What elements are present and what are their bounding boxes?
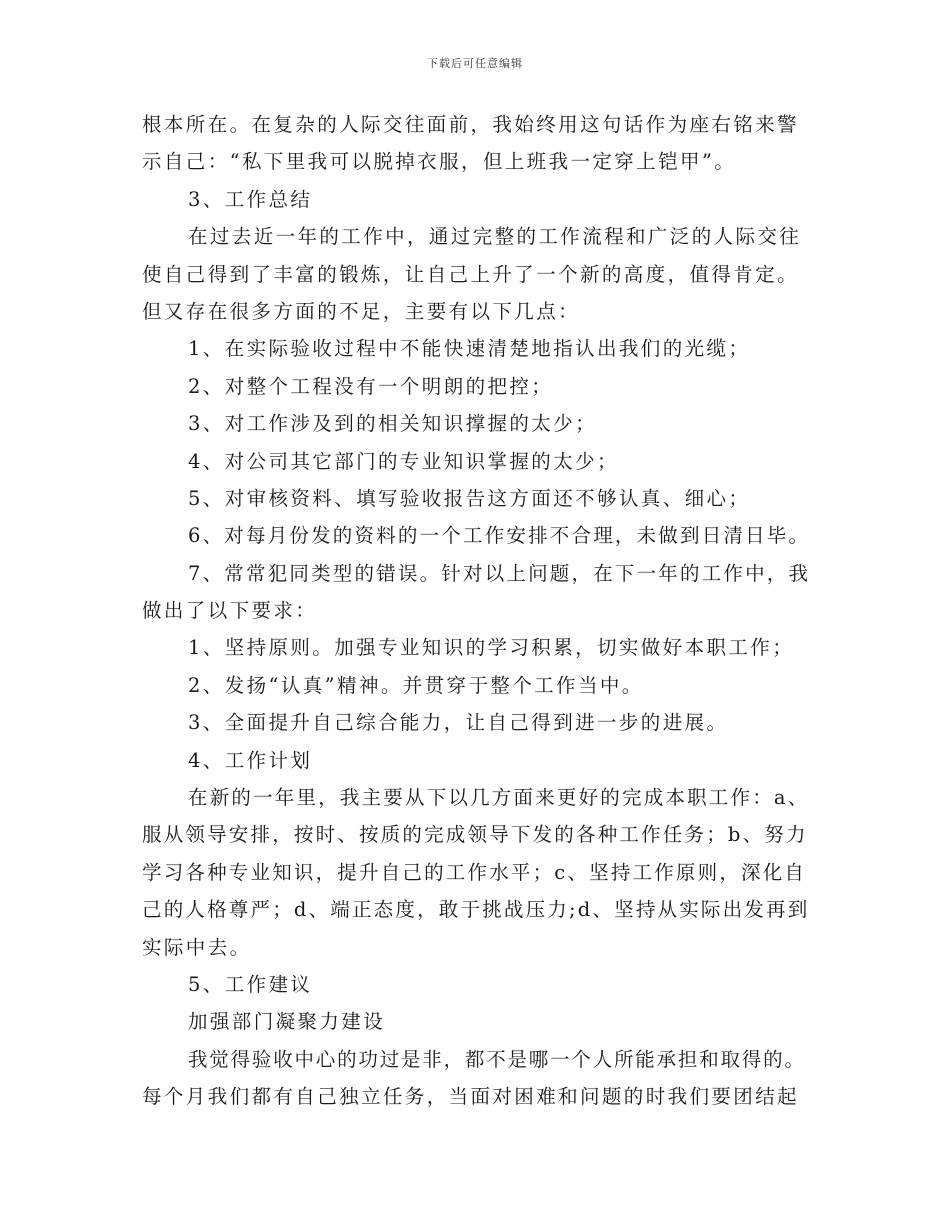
text-line: 3、工作总结 [188,187,313,211]
text-line: 2、发扬“认真”精神。并贯穿于整个工作当中。 [188,673,644,697]
text-line: 实际中去。 [142,935,252,959]
text-line: 在新的一年里，我主要从下以几方面来更好的完成本职工作：a、 [188,786,810,810]
text-line: 使自己得到了丰富的锻炼，让自己上升了一个新的高度，值得肯定。 [142,262,800,286]
text-line: 2、对整个工程没有一个明朗的把控； [188,374,554,398]
text-line: 做出了以下要求： [142,599,318,623]
text-line: 3、对工作涉及到的相关知识撑握的太少； [188,412,598,436]
text-line: 1、坚持原则。加强专业知识的学习积累，切实做好本职工作； [188,636,795,660]
text-line: 己的人格尊严；d、端正态度，敢于挑战压力;d、坚持从实际出发再到 [142,898,810,922]
text-line: 根本所在。在复杂的人际交往面前，我始终用这句话作为座右铭来警 [142,113,800,136]
text-line: 在过去近一年的工作中，通过完整的工作流程和广泛的人际交往 [188,225,802,249]
text-line: 我觉得验收中心的功过是非，都不是哪一个人所能承担和取得的。 [188,1047,806,1071]
text-line: 每个月我们都有自己独立任务，当面对困难和问题的时我们要团结起 [142,1085,800,1109]
text-line: 3、全面提升自己综合能力，让自己得到进一步的进展。 [188,711,729,735]
document-body [142,106,810,1116]
text-line: 加强部门凝聚力建设 [188,1010,386,1034]
text-line: 示自己：“私下里我可以脱掉衣服，但上班我一定穿上铠甲”。 [142,150,737,174]
page-header: 下载后可任意编辑 [427,57,523,70]
text-line: 4、工作计划 [188,748,313,772]
text-line: 5、工作建议 [188,972,313,996]
text-line: 1、在实际验收过程中不能快速清楚地指认出我们的光缆； [188,337,751,361]
text-line: 7、常常犯同类型的错误。针对以上问题，在下一年的工作中，我 [188,561,811,585]
text-line: 4、对公司其它部门的专业知识掌握的太少； [188,449,619,473]
text-line: 但又存在很多方面的不足，主要有以下几点： [142,299,581,323]
text-line: 5、对审核资料、填写验收报告这方面还不够认真、细心； [188,486,751,510]
text-line: 学习各种专业知识，提升自己的工作水平；c、坚持工作原则，深化自 [142,860,807,884]
text-line: 6、对每月份发的资料的一个工作安排不合理，未做到日清日毕。 [188,524,811,548]
text-line: 服从领导安排，按时、按质的完成领导下发的各种工作任务；b、努力 [142,823,808,847]
